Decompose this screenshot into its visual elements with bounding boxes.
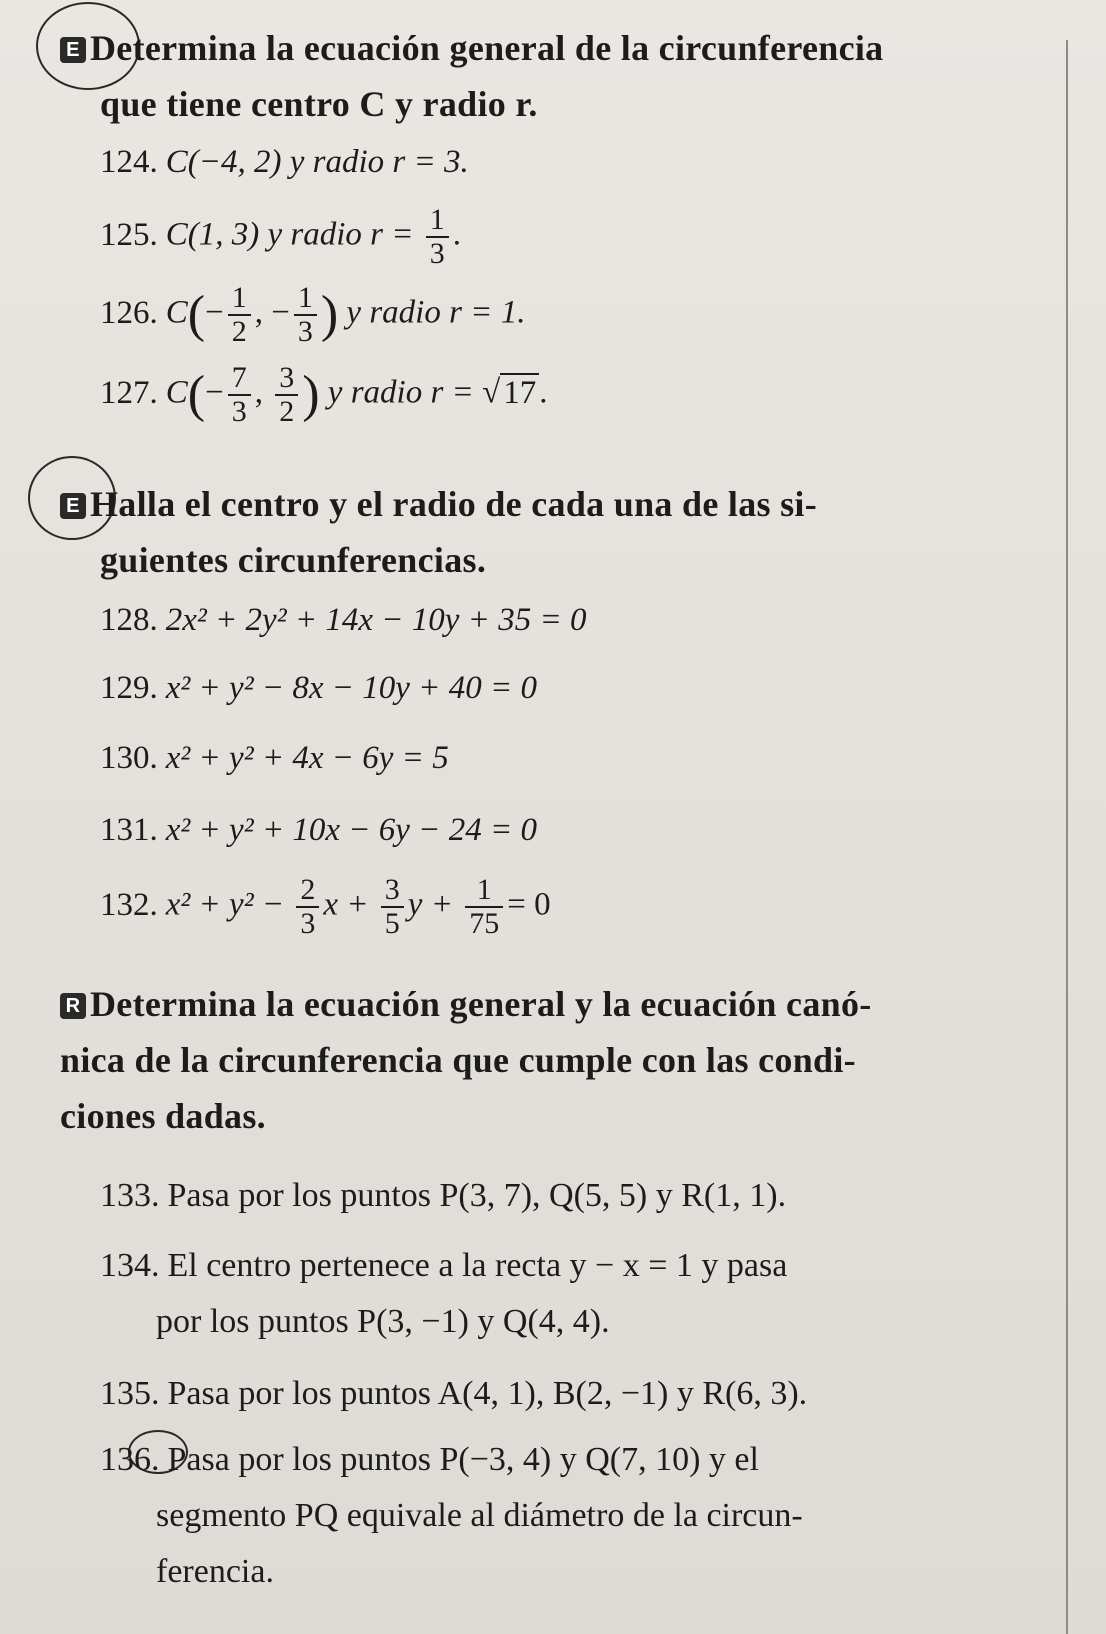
fraction-numerator: 3 <box>275 362 298 396</box>
exercise-125 <box>100 204 461 270</box>
exercise-number: 124. <box>100 144 158 180</box>
exercise-number: 129. <box>100 670 158 706</box>
equation: 2x² + 2y² + 14x − 10y + 35 = 0 <box>165 602 587 638</box>
exercise-135 <box>100 1366 1020 1422</box>
fraction-denominator: 75 <box>469 907 500 940</box>
exercise-number: 134. <box>100 1247 160 1284</box>
fraction <box>296 874 319 940</box>
fraction-denominator: 3 <box>429 237 445 270</box>
equation: x² + y² + 10x − 6y − 24 = 0 <box>165 812 537 848</box>
equation: x² + y² − 8x − 10y + 40 = 0 <box>165 670 537 706</box>
equation-part: = 0 <box>507 886 551 923</box>
exercise-number: 131. <box>100 812 158 848</box>
fraction-denominator: 2 <box>231 315 247 348</box>
section-r-line1: Determina la ecuación general y la ecuación canó- <box>90 984 872 1024</box>
center-label: C <box>165 374 188 411</box>
fraction-numerator: 1 <box>294 282 317 316</box>
exercise-number: 126. <box>100 294 158 331</box>
exercise-line: segmento PQ equivale al diámetro de la circun- <box>156 1497 803 1534</box>
section-e1-badge: E <box>60 37 86 63</box>
section-r-line2: nica de la circunferencia que cumple con las condi- <box>60 1040 856 1080</box>
fraction-denominator: 3 <box>300 907 316 940</box>
exercise-number: 133. <box>100 1177 160 1214</box>
section-e2-instruction <box>60 476 1060 588</box>
section-e2-line2: guientes circunferencias. <box>100 540 487 580</box>
exercise-number: 125. <box>100 216 158 253</box>
exercise-number: 135. <box>100 1375 160 1412</box>
section-e1-instruction <box>60 20 1060 132</box>
fraction-numerator: 1 <box>426 204 449 238</box>
fraction <box>275 362 298 428</box>
fraction-numerator: 7 <box>228 362 251 396</box>
exercise-number: 130. <box>100 740 158 776</box>
fraction-numerator: 1 <box>465 874 503 908</box>
exercise-line: Pasa por los puntos A(4, 1), B(2, −1) y R(6, 3). <box>167 1375 808 1412</box>
equation-part: y + <box>407 886 453 923</box>
exercise-128 <box>100 598 586 642</box>
exercise-124 <box>100 140 469 184</box>
exercise-number: 128. <box>100 602 158 638</box>
exercise-136 <box>100 1432 1020 1600</box>
fraction-numerator: 3 <box>381 874 404 908</box>
exercise-line: Pasa por los puntos P(3, 7), Q(5, 5) y R(1, 1). <box>167 1177 787 1214</box>
fraction <box>228 362 251 428</box>
exercise-129 <box>100 666 537 710</box>
exercise-number: 127. <box>100 374 158 411</box>
fraction-denominator: 3 <box>231 395 247 428</box>
exercise-tail: y radio r = 1. <box>346 294 526 331</box>
section-r-badge: R <box>60 993 86 1019</box>
fraction <box>381 874 404 940</box>
fraction-denominator: 3 <box>297 315 313 348</box>
fraction-numerator: 1 <box>228 282 251 316</box>
fraction <box>426 204 449 270</box>
equation-part: x² + y² − <box>165 886 285 923</box>
exercise-line: El centro pertenece a la recta y − x = 1 y pasa <box>167 1247 788 1284</box>
exercise-132 <box>100 874 551 940</box>
exercise-130 <box>100 736 449 780</box>
exercise-line: Pasa por los puntos P(−3, 4) y Q(7, 10) y el <box>167 1441 759 1478</box>
equation: x² + y² + 4x − 6y = 5 <box>165 740 449 776</box>
section-e2-badge: E <box>60 493 86 519</box>
exercise-131 <box>100 808 537 852</box>
fraction-denominator: 2 <box>279 395 295 428</box>
exercise-number: 136. <box>100 1441 160 1478</box>
fraction <box>465 874 503 940</box>
exercise-126: 126. C(− $\frac{1}{2}$ , − $\frac{1}{3}$ ) y radio r = 1. <box>100 281 526 348</box>
exercise-number: 132. <box>100 886 158 923</box>
exercise-line: ferencia. <box>156 1553 274 1590</box>
fraction-numerator: 2 <box>296 874 319 908</box>
fraction-denominator: 5 <box>384 907 400 940</box>
exercise-line: por los puntos P(3, −1) y Q(4, 4). <box>156 1303 610 1340</box>
section-r-instruction <box>60 976 1060 1144</box>
center-label: C <box>165 294 188 331</box>
exercise-tail: y radio r = <box>327 374 474 411</box>
exercise-tail-end: . <box>539 374 548 411</box>
fraction <box>228 282 251 348</box>
section-e2-line1: Halla el centro y el radio de cada una de las si- <box>90 484 818 524</box>
section-r-line3: ciones dadas. <box>60 1096 266 1136</box>
exercise-134 <box>100 1238 1020 1350</box>
exercise-text: C(1, 3) y radio r = <box>165 216 414 253</box>
exercise-tail: . <box>452 216 462 253</box>
fraction <box>294 282 317 348</box>
equation-part: x + <box>323 886 369 923</box>
page-margin-rule <box>1066 40 1068 1634</box>
sqrt-radicand: 17 <box>500 373 539 411</box>
exercise-127: 127. C(− $\frac{7}{3}$ , $\frac{3}{2}$ ) y radio r = √17. <box>100 361 548 428</box>
exercise-133 <box>100 1168 1020 1224</box>
section-e1-line2: que tiene centro C y radio r. <box>100 84 538 124</box>
section-e1-line1: Determina la ecuación general de la circunferencia <box>90 28 884 68</box>
exercise-text: C(−4, 2) y radio r = 3. <box>165 144 469 180</box>
